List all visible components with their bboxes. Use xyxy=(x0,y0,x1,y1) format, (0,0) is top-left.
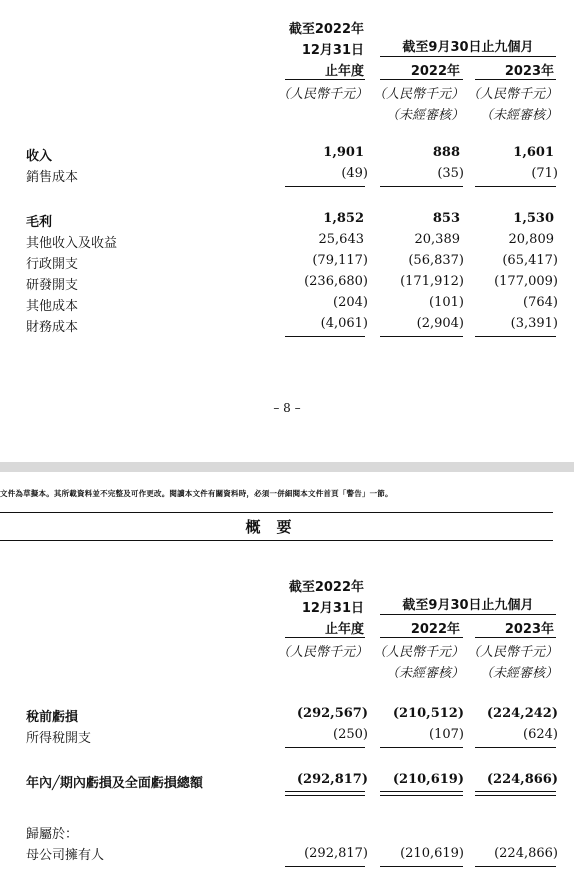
subtotal-rule xyxy=(285,336,365,337)
row-value: (250) xyxy=(333,727,368,742)
section-title: 概要 xyxy=(245,518,308,536)
total-double-rule xyxy=(475,791,556,796)
row-value: 20,809 xyxy=(508,232,554,247)
row-label: 所得稅開支 xyxy=(26,731,92,746)
row-value: (3,391) xyxy=(510,316,558,331)
row-value: (292,567) xyxy=(296,706,368,721)
col1-header-rule xyxy=(285,79,365,80)
row-label: 研發開支 xyxy=(26,278,79,293)
row-value: (177,009) xyxy=(494,274,558,289)
row-label: 年內╱期內虧損及全面虧損總額 xyxy=(26,776,203,791)
section-bottom-rule xyxy=(0,540,553,541)
row-value: (49) xyxy=(341,166,368,181)
row-value: (210,512) xyxy=(392,706,464,721)
page-gap xyxy=(0,462,574,472)
col3-header-rule xyxy=(475,637,556,638)
row-label: 毛利 xyxy=(26,215,53,230)
row-value: 1,901 xyxy=(323,145,364,160)
col1-header-line3: 止年度 xyxy=(324,622,364,637)
col1-unit: （人民幣千元） xyxy=(276,87,368,102)
col1-header-rule xyxy=(285,637,365,638)
col1-header-line1: 截至2022年 xyxy=(288,580,364,595)
row-value: 1,601 xyxy=(513,145,554,160)
row-value: (65,417) xyxy=(502,253,558,268)
col2-unit: （人民幣千元） xyxy=(372,645,464,660)
col2-unaudited: （未經審核） xyxy=(385,666,464,681)
row-value: (171,912) xyxy=(400,274,464,289)
row-value: (210,619) xyxy=(400,846,464,861)
subtotal-rule xyxy=(380,866,463,867)
subtotal-rule xyxy=(475,336,556,337)
subtotal-rule xyxy=(285,866,365,867)
row-value: (292,817) xyxy=(296,772,368,787)
col2-unaudited: （未經審核） xyxy=(385,108,464,123)
row-value: (224,866) xyxy=(486,772,558,787)
row-value: (236,680) xyxy=(304,274,368,289)
row-label: 母公司擁有人 xyxy=(26,848,105,863)
row-value: 1,530 xyxy=(513,211,554,226)
subtotal-rule xyxy=(285,747,365,748)
row-label: 財務成本 xyxy=(26,320,79,335)
subtotal-rule xyxy=(380,336,463,337)
row-label: 銷售成本 xyxy=(26,170,79,185)
col3-header-year: 2023年 xyxy=(504,64,554,79)
row-value: (79,117) xyxy=(312,253,368,268)
row-label: 其他收入及收益 xyxy=(26,236,118,251)
subtotal-rule xyxy=(380,186,463,187)
total-double-rule xyxy=(285,791,365,796)
row-value: (101) xyxy=(429,295,464,310)
row-value: 853 xyxy=(432,211,460,226)
row-label: 收入 xyxy=(26,149,53,164)
col2-header-year: 2022年 xyxy=(410,622,460,637)
row-value: (204) xyxy=(333,295,368,310)
col3-unit: （人民幣千元） xyxy=(466,645,558,660)
subtotal-rule xyxy=(475,866,556,867)
row-value: (764) xyxy=(523,295,558,310)
col2-header-rule xyxy=(380,637,463,638)
row-value: (210,619) xyxy=(392,772,464,787)
row-value: (2,904) xyxy=(416,316,464,331)
subtotal-rule xyxy=(475,747,556,748)
row-value: (292,817) xyxy=(304,846,368,861)
row-value: (107) xyxy=(429,727,464,742)
total-double-rule xyxy=(380,791,463,796)
row-value: (224,242) xyxy=(486,706,558,721)
col3-header-rule xyxy=(475,79,556,80)
document-page-9 xyxy=(0,472,574,882)
row-value: 1,852 xyxy=(323,211,364,226)
row-value: 25,643 xyxy=(318,232,364,247)
row-label: 行政開支 xyxy=(26,257,79,272)
subtotal-rule xyxy=(475,186,556,187)
period-group-header: 截至9月30日止九個月 xyxy=(402,40,534,55)
col1-header-line3: 止年度 xyxy=(324,64,364,79)
col1-header-line2: 12月31日 xyxy=(301,601,364,616)
row-value: (56,837) xyxy=(408,253,464,268)
col2-header-rule xyxy=(380,79,463,80)
col2-unit: （人民幣千元） xyxy=(372,87,464,102)
period-group-header: 截至9月30日止九個月 xyxy=(402,598,534,613)
col3-header-year: 2023年 xyxy=(504,622,554,637)
subtotal-rule xyxy=(285,186,365,187)
period-group-rule xyxy=(380,614,556,615)
col3-unaudited: （未經審核） xyxy=(479,666,558,681)
row-value: (624) xyxy=(523,727,558,742)
row-label: 稅前虧損 xyxy=(26,710,79,725)
row-value: (71) xyxy=(531,166,558,181)
draft-disclaimer: 文件為草擬本。其所載資料並不完整及可作更改。閱讀本文件有關資料時，必須一併細閱本文件首頁「警告」一節。 xyxy=(0,489,393,498)
period-group-rule xyxy=(380,56,556,57)
col3-unaudited: （未經審核） xyxy=(479,108,558,123)
row-value: (4,061) xyxy=(320,316,368,331)
row-value: (35) xyxy=(437,166,464,181)
row-label: 歸屬於： xyxy=(26,827,79,842)
row-label: 其他成本 xyxy=(26,299,79,314)
col1-header-line1: 截至2022年 xyxy=(288,22,364,37)
col1-header-line2: 12月31日 xyxy=(301,43,364,58)
col2-header-year: 2022年 xyxy=(410,64,460,79)
subtotal-rule xyxy=(380,747,463,748)
row-value: 20,389 xyxy=(414,232,460,247)
page-number: – 8 – xyxy=(273,401,301,415)
section-top-rule xyxy=(0,512,553,513)
col3-unit: （人民幣千元） xyxy=(466,87,558,102)
row-value: (224,866) xyxy=(494,846,558,861)
col1-unit: （人民幣千元） xyxy=(276,645,368,660)
row-value: 888 xyxy=(432,145,460,160)
